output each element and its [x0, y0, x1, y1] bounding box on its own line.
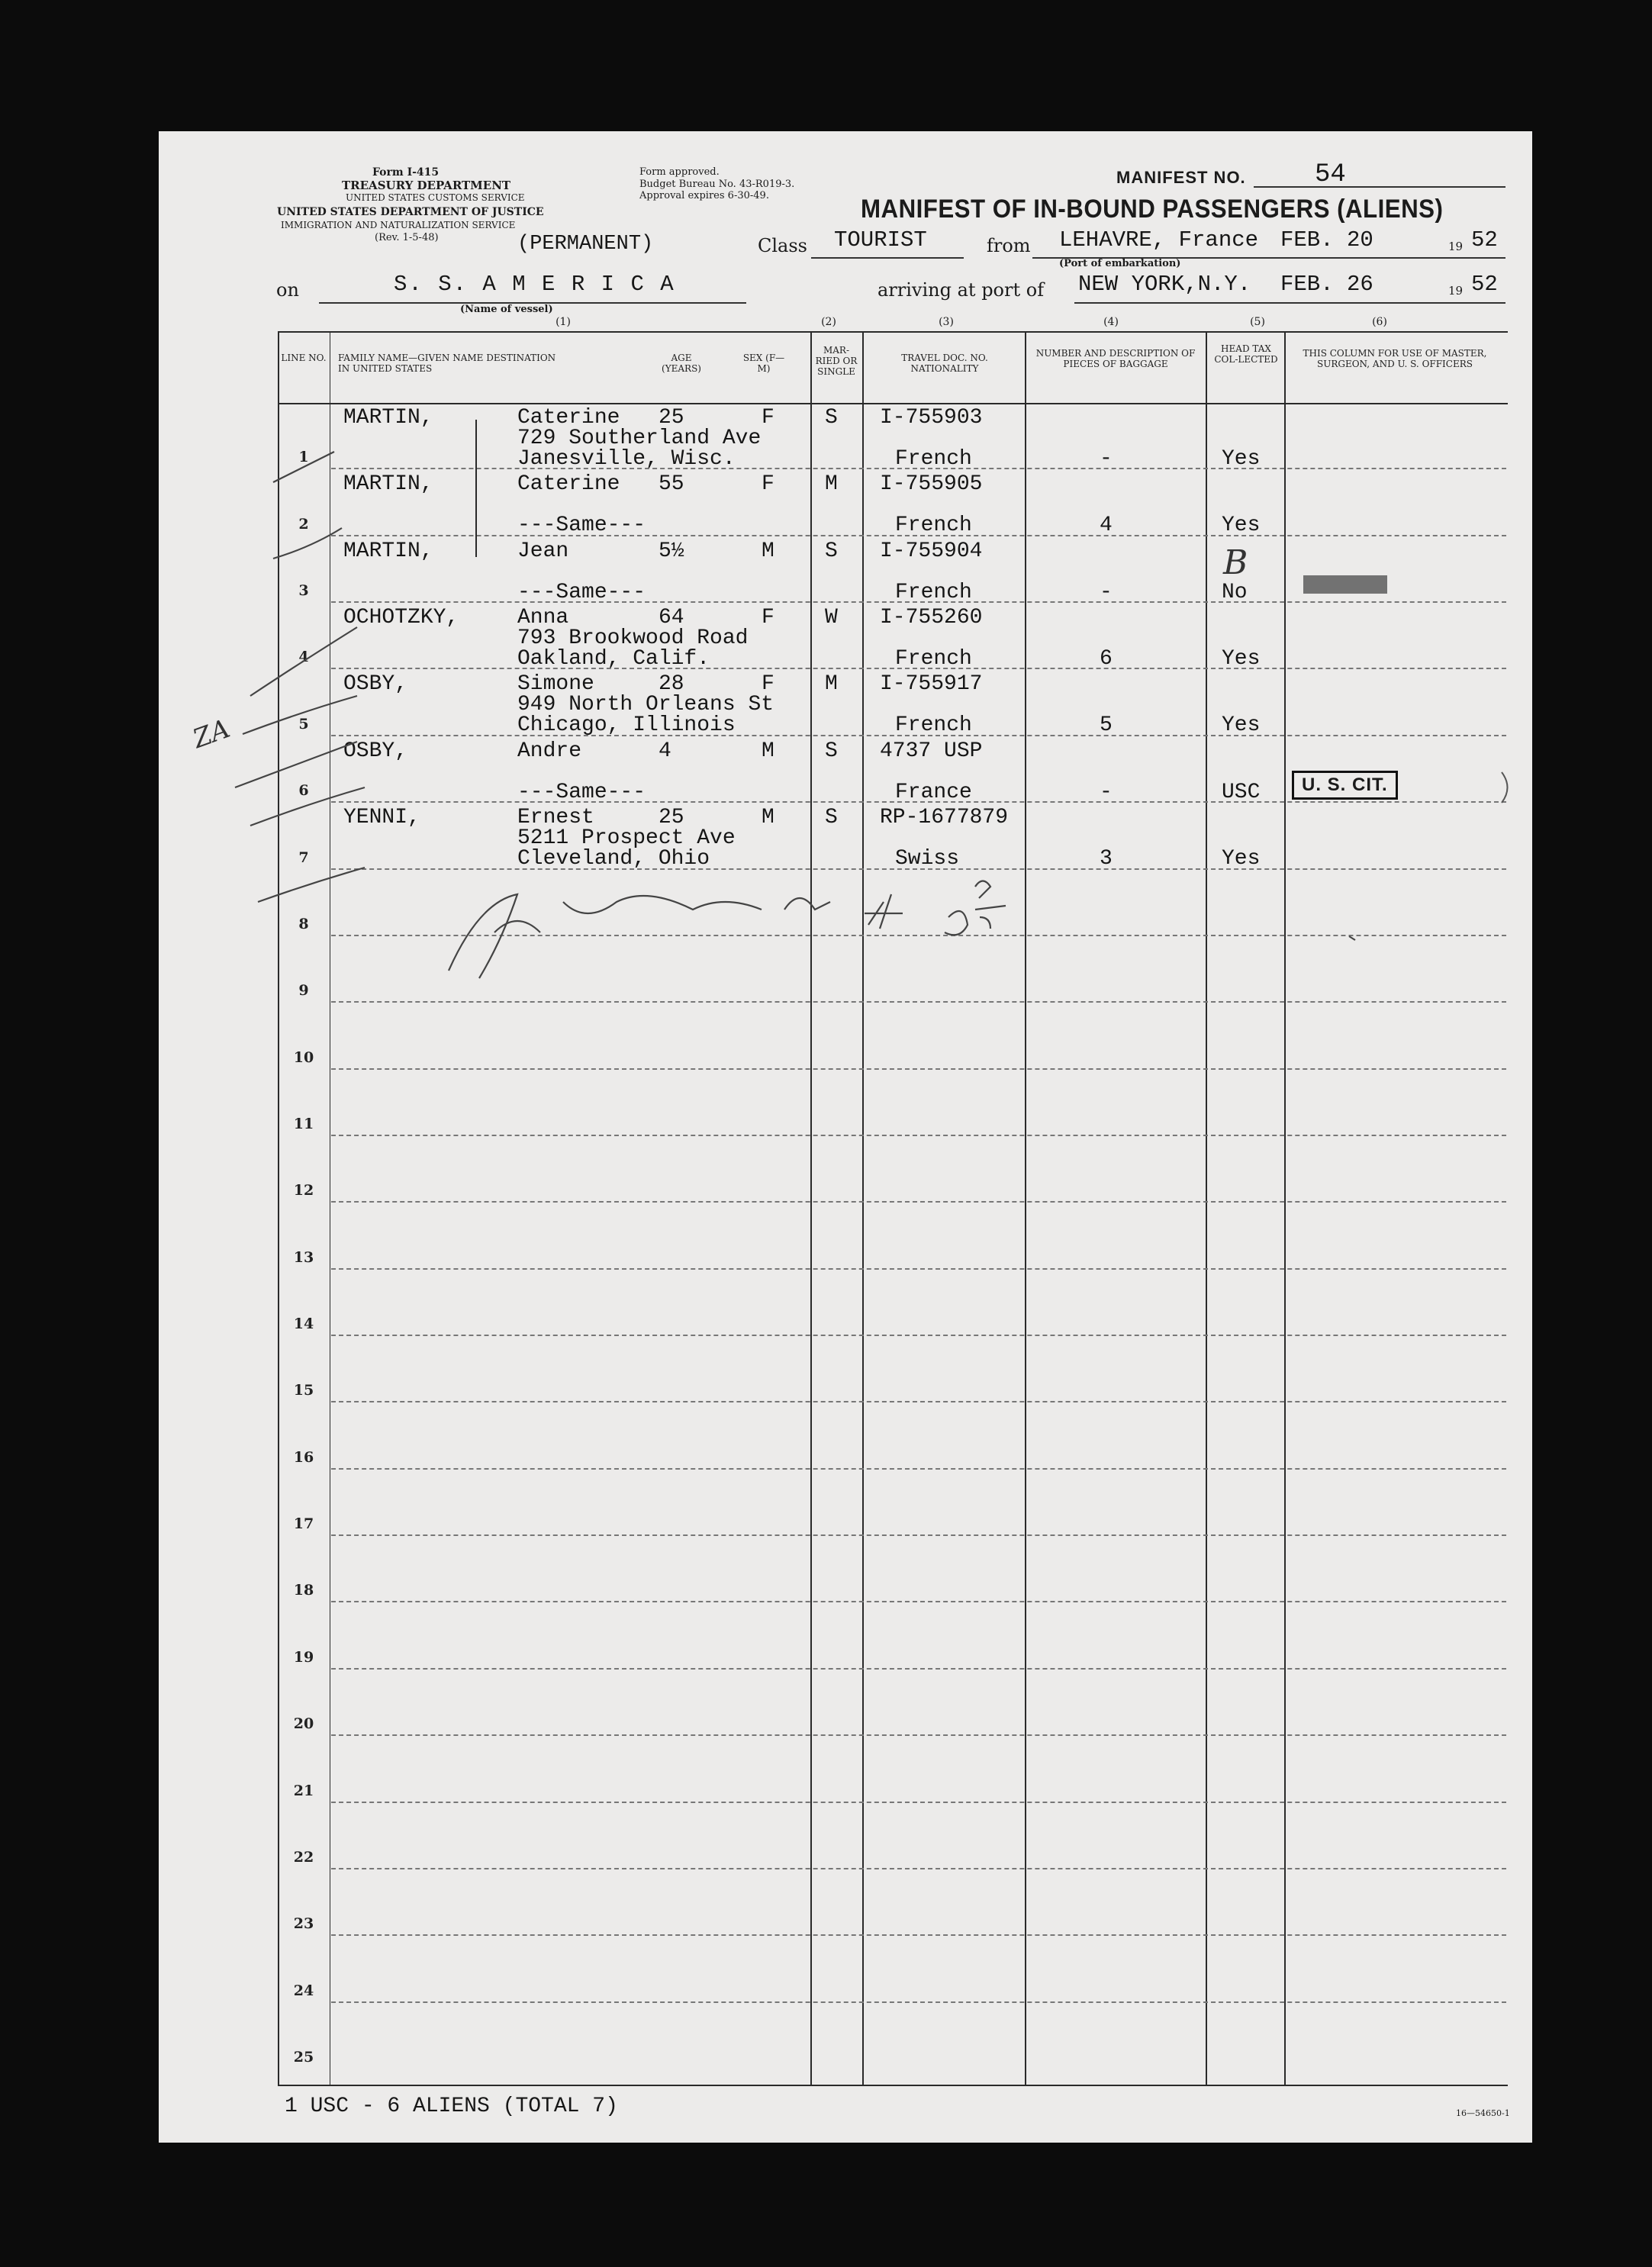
line-number: 17 [293, 1515, 314, 1533]
line-number: 1 [298, 449, 309, 466]
line-number: 9 [298, 982, 309, 1000]
passenger-sex: F [762, 472, 774, 497]
approval-expires: Approval expires 6-30-49. [639, 190, 769, 201]
treasury-dept: TREASURY DEPARTMENT [342, 179, 511, 192]
passenger-nationality: France [895, 780, 972, 804]
port-caption: (Port of embarkation) [1059, 258, 1181, 269]
passenger-baggage: 4 [1100, 514, 1113, 538]
budget-bureau: Budget Bureau No. 43-R019-3. [639, 179, 795, 190]
line-number: 24 [293, 1982, 314, 1999]
passenger-age: 55 [659, 472, 684, 497]
manifest-no: 54 [1315, 160, 1346, 189]
passenger-age: 4 [659, 739, 671, 763]
passenger-nationality: French [895, 580, 972, 604]
col-num-4: (4) [1103, 316, 1119, 328]
line-number: 6 [298, 782, 309, 800]
vessel-caption: (Name of vessel) [460, 304, 553, 315]
passenger-addr2: Janesville, Wisc. [517, 447, 736, 471]
line-number: 11 [293, 1115, 314, 1132]
col-travel-doc: TRAVEL DOC. NO. NATIONALITY [901, 353, 988, 374]
passenger-baggage: 3 [1100, 847, 1113, 871]
passenger-nationality: French [895, 647, 972, 671]
passenger-marital: W [825, 606, 838, 630]
passenger-doc: RP-1677879 [880, 806, 1009, 830]
col-name: FAMILY NAME—GIVEN NAME DESTINATION IN UNITED STATES [338, 353, 556, 374]
col-num-2: (2) [821, 316, 836, 328]
form-number: Form I-415 [372, 166, 440, 179]
col-num-5: (5) [1250, 316, 1265, 328]
passenger-family: OSBY, [343, 672, 408, 697]
passenger-addr2: Chicago, Illinois [517, 713, 736, 738]
embarkation-year: 52 [1471, 227, 1498, 253]
passenger-tax: Yes [1222, 647, 1261, 671]
passenger-addr1: 5211 Prospect Ave [517, 826, 736, 851]
col-officers: THIS COLUMN FOR USE OF MASTER, SURGEON, AND U. S. OFFICERS [1303, 348, 1487, 369]
line-number: 19 [293, 1648, 314, 1666]
line-number: 15 [293, 1382, 314, 1399]
passenger-addr1: 793 Brookwood Road [517, 626, 749, 651]
line-number: 20 [293, 1715, 314, 1733]
passenger-sex: M [762, 739, 774, 763]
passenger-given: Jean [517, 539, 569, 563]
passenger-baggage: - [1100, 780, 1113, 804]
line-number: 22 [293, 1848, 314, 1866]
line-number: 16 [293, 1448, 314, 1466]
passenger-family: OCHOTZKY, [343, 606, 459, 630]
col-baggage: NUMBER AND DESCRIPTION OF PIECES OF BAGGAGE [1035, 348, 1196, 369]
port-of-embarkation: LEHAVRE, France [1059, 227, 1259, 253]
line-number: 13 [293, 1248, 314, 1266]
form-title: MANIFEST OF IN-BOUND PASSENGERS (ALIENS) [861, 195, 1444, 224]
passenger-addr2: Oakland, Calif. [517, 647, 710, 671]
passenger-baggage: 6 [1100, 647, 1113, 671]
line-number: 5 [298, 715, 309, 733]
approved-line: Form approved. [639, 166, 720, 178]
line-number: 18 [293, 1582, 314, 1599]
arrival-date: FEB. 26 [1280, 272, 1373, 297]
from-label: from [987, 235, 1031, 256]
passenger-doc: I-755917 [880, 672, 983, 697]
passenger-marital: M [825, 672, 838, 697]
footer-total: 1 USC - 6 ALIENS (TOTAL 7) [285, 2095, 618, 2118]
col-line-no: LINE NO. [281, 353, 327, 363]
passenger-age: 5½ [659, 539, 684, 563]
line-number: 23 [293, 1915, 314, 1933]
passenger-addr2: ---Same--- [517, 514, 646, 538]
col-num-3: (3) [939, 316, 954, 328]
passenger-nationality: French [895, 514, 972, 538]
line-number: 25 [293, 2049, 314, 2066]
passenger-baggage: 5 [1100, 713, 1113, 738]
passenger-addr2: ---Same--- [517, 580, 646, 604]
passenger-family: MARTIN, [343, 406, 433, 430]
line-number: 10 [293, 1048, 314, 1066]
passenger-age: 28 [659, 672, 684, 697]
revision: (Rev. 1-5-48) [375, 232, 439, 243]
ins-label: IMMIGRATION AND NATURALIZATION SERVICE [281, 220, 516, 230]
class-value: TOURIST [834, 227, 927, 253]
passenger-given: Ernest [517, 806, 594, 830]
passenger-addr1: 949 North Orleans St [517, 693, 774, 717]
passenger-given: Andre [517, 739, 582, 763]
passenger-sex: M [762, 539, 774, 563]
customs-service: UNITED STATES CUSTOMS SERVICE [346, 192, 525, 203]
col-married: MAR-RIED OR SINGLE [815, 345, 858, 377]
passenger-marital: S [825, 406, 838, 430]
passenger-addr1: 729 Southerland Ave [517, 427, 762, 450]
line-number: 7 [298, 849, 309, 866]
passenger-family: OSBY, [343, 739, 408, 763]
passenger-tax: USC [1222, 780, 1261, 804]
line-number: 3 [298, 582, 309, 600]
passenger-family: YENNI, [343, 806, 420, 830]
manifest-sheet [159, 131, 1532, 2143]
us-citizen-stamp: U. S. CIT. [1292, 771, 1398, 800]
passenger-age: 25 [659, 806, 684, 830]
passenger-age: 25 [659, 406, 684, 430]
passenger-family: MARTIN, [343, 472, 433, 497]
passenger-sex: F [762, 606, 774, 630]
line-number: 4 [298, 649, 309, 666]
passenger-age: 64 [659, 606, 684, 630]
col-num-1: (1) [555, 316, 571, 328]
manifest-no-label: MANIFEST NO. [1116, 168, 1246, 187]
passenger-marital: S [825, 539, 838, 563]
passenger-nationality: French [895, 713, 972, 738]
margin-handwriting: ZA [188, 713, 234, 755]
passenger-doc: I-755260 [880, 606, 983, 630]
vessel-name: S. S. A M E R I C A [394, 272, 675, 297]
passenger-addr2: ---Same--- [517, 780, 646, 804]
year-prefix: 19 [1448, 240, 1464, 253]
passenger-nationality: Swiss [895, 847, 960, 871]
arrival-year-prefix: 19 [1448, 284, 1464, 298]
col-age: AGE (YEARS) [662, 353, 701, 374]
passenger-addr2: Cleveland, Ohio [517, 847, 710, 871]
passenger-nationality: French [895, 447, 972, 471]
passenger-marital: S [825, 739, 838, 763]
passenger-given: Simone [517, 672, 594, 697]
passenger-family: MARTIN, [343, 539, 433, 563]
passenger-baggage: - [1100, 447, 1113, 471]
class-label: Class [758, 235, 807, 256]
passenger-doc: I-755905 [880, 472, 983, 497]
line-number: 2 [298, 515, 309, 533]
handwritten-marks [159, 131, 1532, 2143]
passenger-doc: I-755903 [880, 406, 983, 430]
passenger-given: Caterine [517, 472, 620, 497]
passenger-baggage: - [1100, 580, 1113, 604]
col-num-6: (6) [1372, 316, 1387, 328]
passenger-tax: Yes [1222, 713, 1261, 738]
passenger-given: Anna [517, 606, 569, 630]
handwritten-b: B [1223, 543, 1248, 582]
passenger-tax: Yes [1222, 514, 1261, 538]
passenger-sex: F [762, 406, 774, 430]
passenger-tax: No [1222, 580, 1248, 604]
line-number: 14 [293, 1315, 314, 1333]
embarkation-date: FEB. 20 [1280, 227, 1373, 253]
passenger-doc: 4737 USP [880, 739, 983, 763]
passenger-tax: Yes [1222, 447, 1261, 471]
arrival-year: 52 [1471, 272, 1498, 297]
line-number: 12 [293, 1182, 314, 1200]
passenger-doc: I-755904 [880, 539, 983, 563]
passenger-marital: S [825, 806, 838, 830]
permanent-label: (PERMANENT) [517, 233, 654, 256]
on-label: on [276, 279, 299, 301]
print-code: 16—54650-1 [1456, 2108, 1510, 2118]
passenger-marital: M [825, 472, 838, 497]
col-sex: SEX (F—M) [742, 353, 785, 374]
arrival-port: NEW YORK,N.Y. [1078, 272, 1251, 297]
line-number: 8 [298, 915, 309, 932]
justice-dept: UNITED STATES DEPARTMENT OF JUSTICE [277, 206, 544, 218]
line-number: 21 [293, 1782, 314, 1799]
arriving-label: arriving at port of [878, 279, 1045, 301]
passenger-tax: Yes [1222, 847, 1261, 871]
passenger-given: Caterine [517, 406, 620, 430]
passenger-sex: M [762, 806, 774, 830]
passenger-sex: F [762, 672, 774, 697]
col-head-tax: HEAD TAX COL-LECTED [1214, 343, 1278, 365]
